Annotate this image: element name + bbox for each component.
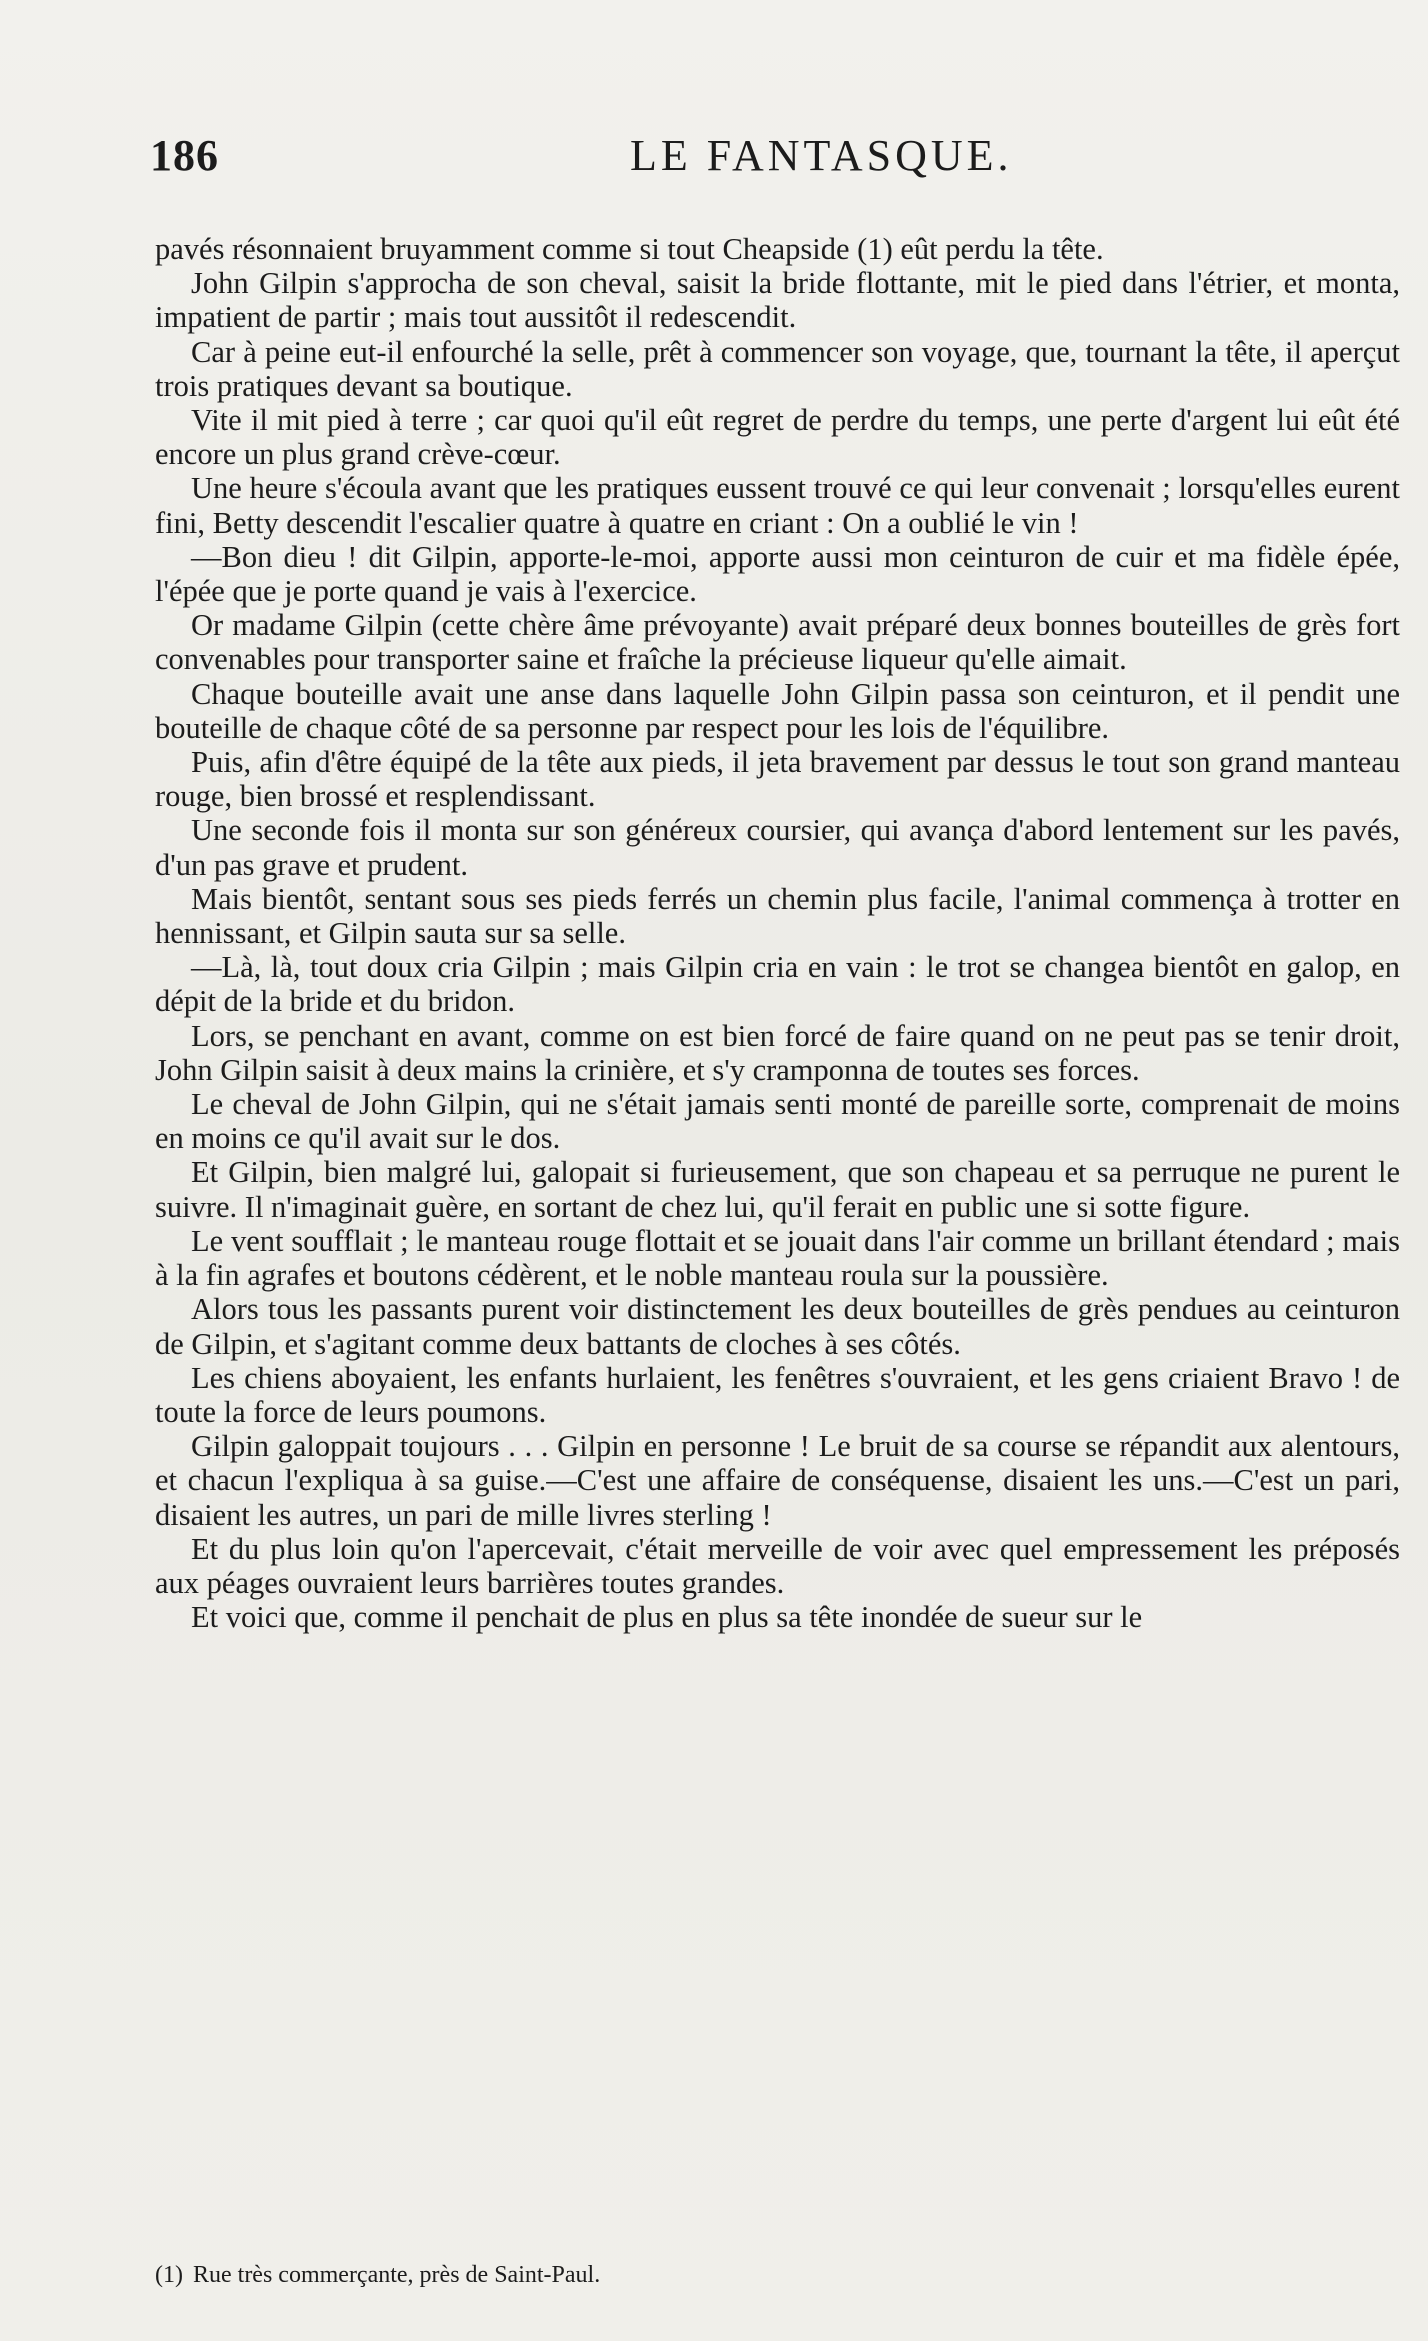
paragraph: —Bon dieu ! dit Gilpin, apporte-le-moi, apporte aussi mon ceinturon de cuir et ma fidèle épée, l'épée que je porte quand je vais à l'exercice. (155, 539, 1400, 609)
paragraph: John Gilpin s'approcha de son cheval, saisit la bride flottante, mit le pied dans l'étrier, et monta, impatient de partir ; mais tout aussitôt il redescendit. (155, 266, 1400, 335)
paragraph: Lors, se penchant en avant, comme on est bien forcé de faire quand on ne peut pas se tenir droit, John Gilpin saisit à deux mains la crinière, et s'y cramponna de toutes ses forces. (155, 1018, 1400, 1087)
paragraph: pavés résonnaient bruyamment comme si tout Cheapside (1) eût perdu la tête. (155, 232, 1104, 266)
body-text (155, 232, 1400, 1634)
paragraph: Gilpin galoppait toujours . . . Gilpin en personne ! Le bruit de sa course se répandit aux alentours, et chacun l'expliqua à sa guise.—C'est une affaire de conséquense, disaient les uns.—C'est un pari, disaient les autres, un pari de mille livres sterling ! (155, 1429, 1400, 1532)
page-number: 186 (150, 131, 219, 180)
paragraph: Or madame Gilpin (cette chère âme prévoyante) avait préparé deux bonnes bouteilles de grès fort convenables pour transporter saine et fraîche la précieuse liqueur qu'elle aimait. (155, 608, 1400, 677)
footnote (155, 2262, 1400, 2289)
paragraph: Et Gilpin, bien malgré lui, galopait si furieusement, que son chapeau et sa perruque ne purent le suivre. Il n'imaginait guère, en sortant de chez lui, qu'il ferait en public une si sotte figure. (155, 1155, 1400, 1224)
paragraph: Et du plus loin qu'on l'apercevait, c'était merveille de voir avec quel empressement les préposés aux péages ouvraient leurs barrières toutes grandes. (155, 1531, 1400, 1600)
paragraph: Les chiens aboyaient, les enfants hurlaient, les fenêtres s'ouvraient, et les gens criaient Bravo ! de toute la force de leurs poumons. (155, 1360, 1400, 1429)
paragraph: Chaque bouteille avait une anse dans laquelle John Gilpin passa son ceinturon, et il pendit une bouteille de chaque côté de sa personne par respect pour les lois de l'équilibre. (155, 676, 1400, 745)
paragraph: Le vent soufflait ; le manteau rouge flottait et se jouait dans l'air comme un brillant étendard ; mais à la fin agrafes et boutons cédèrent, et le noble manteau roula sur la poussière. (155, 1223, 1400, 1293)
paragraph: Car à peine eut-il enfourché la selle, prêt à commencer son voyage, que, tournant la tête, il aperçut trois pratiques devant sa boutique. (155, 334, 1400, 403)
running-title: LE FANTASQUE. (630, 131, 1013, 180)
paragraph: Une heure s'écoula avant que les pratiques eussent trouvé ce qui leur convenait ; lorsqu'elles eurent fini, Betty descendit l'escalier quatre à quatre en criant : On a oublié le vin ! (155, 471, 1400, 540)
paragraph: Puis, afin d'être équipé de la tête aux pieds, il jeta bravement par dessus le tout son grand manteau rouge, bien brossé et resplendissant. (155, 745, 1400, 814)
paragraph: Une seconde fois il monta sur son généreux coursier, qui avança d'abord lentement sur les pavés, d'un pas grave et prudent. (155, 813, 1400, 882)
paragraph: Vite il mit pied à terre ; car quoi qu'il eût regret de perdre du temps, une perte d'argent lui eût été encore un plus grand crève-cœur. (155, 403, 1400, 472)
page-header (150, 130, 1358, 190)
paragraph: Le cheval de John Gilpin, qui ne s'était jamais senti monté de pareille sorte, comprenait de moins en moins ce qu'il avait sur le dos. (155, 1087, 1400, 1156)
paragraph: Et voici que, comme il penchait de plus en plus sa tête inondée de sueur sur le (191, 1600, 1143, 1635)
paragraph: Mais bientôt, sentant sous ses pieds ferrés un chemin plus facile, l'animal commença à trotter en hennissant, et Gilpin sauta sur sa selle. (155, 881, 1400, 951)
footnote-marker: (1) (155, 2262, 183, 2288)
footnote-text: Rue très commerçante, près de Saint-Paul. (192, 2262, 601, 2288)
paragraph: —Là, là, tout doux cria Gilpin ; mais Gilpin cria en vain : le trot se changea bientôt en galop, en dépit de la bride et du bridon. (155, 950, 1400, 1019)
paragraph: Alors tous les passants purent voir distinctement les deux bouteilles de grès pendues au ceinturon de Gilpin, et s'agitant comme deux battants de cloches à ses côtés. (155, 1292, 1400, 1361)
